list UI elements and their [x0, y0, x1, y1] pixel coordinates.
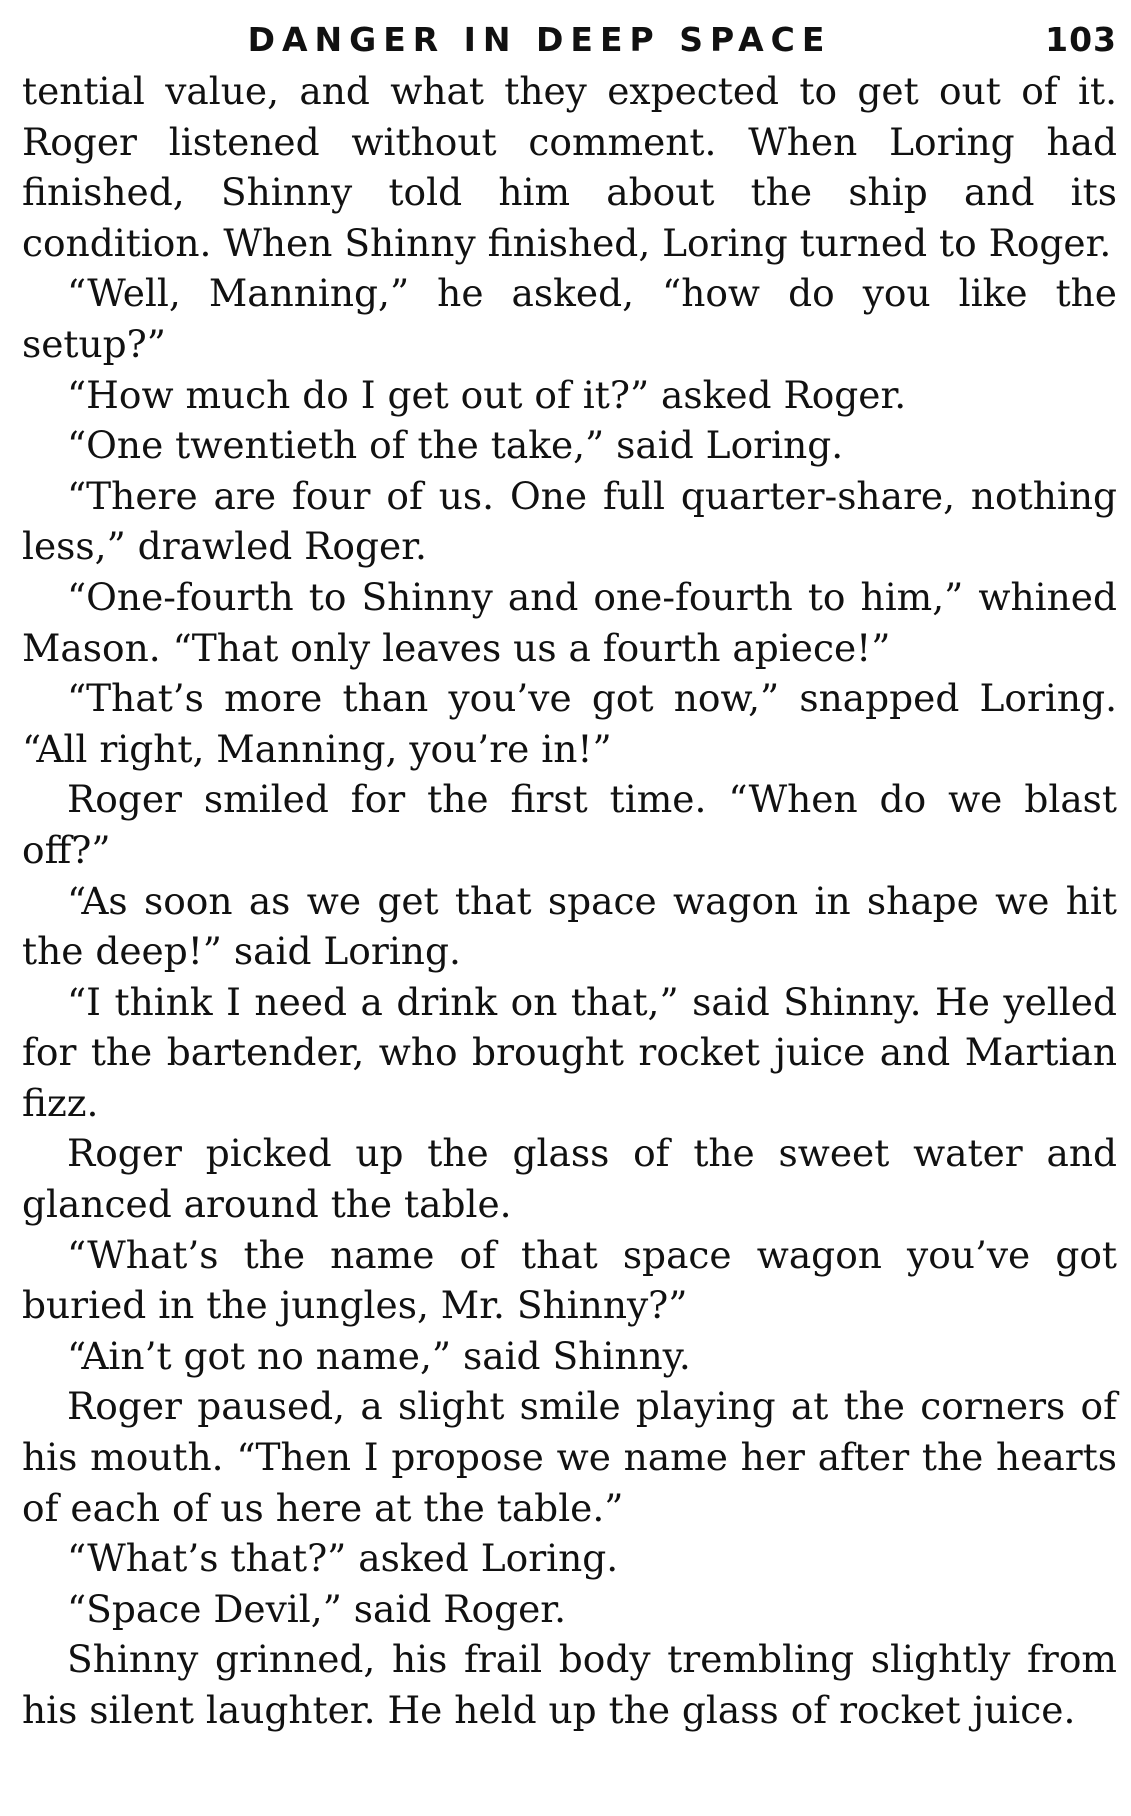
- running-head: [22, 20, 1117, 66]
- paragraph: Roger smiled for the first time. “When do we blast off?”: [22, 777, 1117, 872]
- paragraph: “That’s more than you’ve got now,” snapped Loring. “All right, Manning, you’re in!”: [22, 676, 1117, 771]
- paragraph: “Space Devil,” said Roger.: [67, 1586, 567, 1631]
- paragraph: “What’s the name of that space wagon you’ve got buried in the jungles, Mr. Shinny?”: [22, 1232, 1117, 1328]
- paragraph: Roger paused, a slight smile playing at the corners of his mouth. “Then I propose we name her after the hearts of each of us here at the table.”: [22, 1384, 1117, 1530]
- paragraph: “What’s that?” asked Loring.: [67, 1536, 619, 1581]
- body-text: [22, 66, 1117, 1736]
- paragraph: “I think I need a drink on that,” said Shinny. He yelled for the bartender, who brought rocket juice and Martian fizz.: [22, 979, 1117, 1125]
- paragraph: Shinny grinned, his frail body trembling slightly from his silent laughter. He held up the glass of rocket juice.: [22, 1637, 1117, 1732]
- paragraph: “As soon as we get that space wagon in shape we hit the deep!” said Loring.: [22, 878, 1117, 974]
- paragraph: tential value, and what they expected to get out of it. Roger listened without comment. When Loring had finished, Shinny told him about the ship and its condition. When Shinny finished, Loring turned to Roger.: [22, 69, 1117, 265]
- paragraph: “Well, Manning,” he asked, “how do you like the setup?”: [22, 271, 1117, 366]
- page-number: 103: [1045, 20, 1117, 59]
- running-title: DANGER IN DEEP SPACE: [247, 20, 832, 59]
- paragraph: “There are four of us. One full quarter-share, nothing less,” drawled Roger.: [22, 473, 1117, 569]
- paragraph: “One twentieth of the take,” said Loring.: [67, 423, 844, 468]
- paragraph: “One-fourth to Shinny and one-fourth to him,” whined Mason. “That only leaves us a fourth apiece!”: [22, 574, 1117, 670]
- paragraph: Roger picked up the glass of the sweet water and glanced around the table.: [22, 1131, 1117, 1227]
- paragraph: “How much do I get out of it?” asked Roger.: [67, 372, 907, 417]
- paragraph: “Ain’t got no name,” said Shinny.: [67, 1333, 691, 1378]
